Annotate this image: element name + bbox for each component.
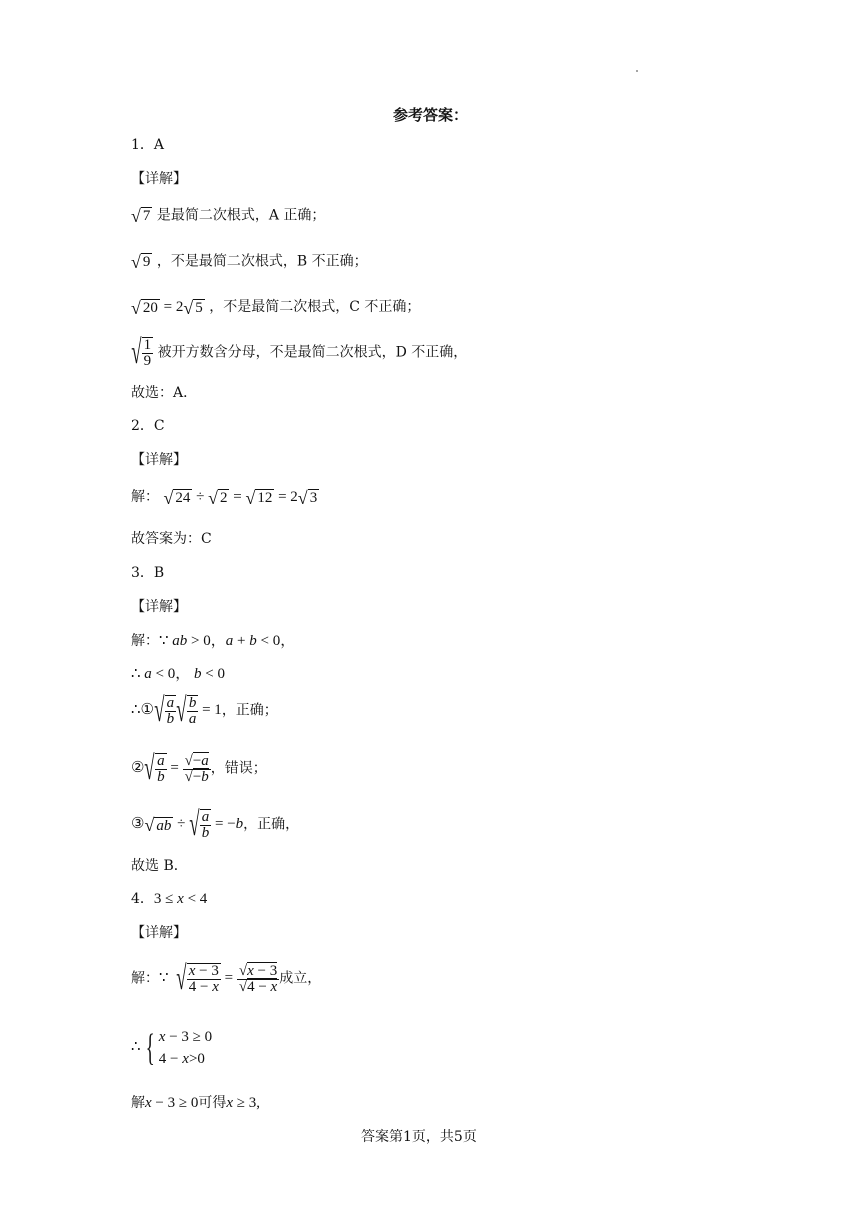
- q4-condition-text: 成立，: [279, 970, 322, 987]
- q1-line1-text: 是最简二次根式，A 正确；: [156, 207, 326, 224]
- q2-solution: [131, 488, 319, 507]
- page-footer: 答案第1页，共5页: [361, 1129, 477, 1145]
- q3-item2: [131, 752, 267, 786]
- sqrt-9: √ 9: [131, 251, 151, 272]
- q2-detail-label: 【详解】: [131, 452, 187, 468]
- sqrt20-expr: √ 20 = 2√ 5: [131, 297, 203, 318]
- sqrt-7: √ 7: [131, 205, 151, 226]
- q3-item2-text: ，错误；: [210, 760, 267, 777]
- q4-last-expr1: x − 3 ≥ 0: [145, 1095, 199, 1111]
- q4-last-b: 可得: [198, 1095, 227, 1111]
- q1-line2-text: ，不是最简二次根式，B 不正确；: [156, 253, 368, 270]
- q3-item3-text: ，正确，: [243, 816, 300, 833]
- q4-answer-num: 4．: [131, 891, 154, 907]
- q2-answer: 2．C: [131, 418, 165, 434]
- q4-last-a: 解: [131, 1095, 145, 1111]
- q2-expr: √ 24 ÷ √ 2 = √ 12 = 2√ 3: [163, 487, 318, 508]
- q1-line2: [131, 252, 368, 271]
- q3-given: [131, 632, 295, 650]
- q2-jie: 解：: [131, 489, 159, 505]
- q1-answer: 1．A: [131, 137, 165, 153]
- q3-item1: [131, 694, 278, 728]
- q4-condition-expr: ∵ √ $\frac{x - 3}{4 - x}$ = $\frac{√x - 3}{√4 - x}$: [159, 960, 278, 997]
- q4-answer-expr: 3 ≤ x < 4: [153, 891, 208, 907]
- q3-jie: 解：: [131, 633, 159, 649]
- q4-condition: [131, 962, 321, 996]
- q2-conclusion: 故答案为：C: [131, 531, 212, 547]
- q3-item3: [131, 808, 299, 842]
- page-title: 参考答案：: [393, 106, 469, 124]
- q3-therefore-expr: ∴ a < 0， b < 0: [131, 666, 225, 682]
- speck: [636, 70, 638, 72]
- q4-system-expr: ∴ { x − 3 ≥ 0 4 − x>0: [131, 1027, 213, 1069]
- q3-conclusion: 故选 B．: [131, 858, 188, 874]
- q1-line3: [131, 298, 420, 317]
- q1-detail-label: 【详解】: [131, 171, 187, 187]
- q3-therefore: [131, 665, 225, 683]
- q3-item3-expr: ③√ ab ÷ √ $\frac{a}{b}$ = −b: [131, 806, 244, 843]
- q4-system: [131, 1026, 212, 1070]
- q1-conclusion: 故选：A．: [131, 385, 198, 401]
- q1-line4-text: 被开方数含分母，不是最简二次根式，D 不正确，: [157, 344, 468, 361]
- q1-line1: [131, 206, 325, 225]
- q4-jie: 解：: [131, 970, 159, 987]
- q3-item2-expr: ②√ $\frac{a}{b}$ = $\frac{√-a}{√-b}$: [131, 750, 209, 787]
- q3-given-expr: ∵ ab > 0，a + b < 0，: [159, 633, 296, 649]
- q4-last: [131, 1094, 260, 1112]
- q4-answer: [131, 890, 207, 908]
- q4-last-expr2: x ≥ 3,: [226, 1095, 261, 1111]
- q4-detail-label: 【详解】: [131, 925, 187, 941]
- q3-item1-text: ，正确；: [221, 702, 278, 719]
- q3-detail-label: 【详解】: [131, 599, 187, 615]
- sqrt-one-ninth: √ $\frac{1}{9}$: [131, 334, 152, 371]
- q1-line3-text: ，不是最简二次根式，C 不正确；: [209, 299, 421, 315]
- q3-answer: 3．B: [131, 565, 165, 581]
- q1-line4: [131, 336, 467, 370]
- q3-item1-expr: ∴①√ $\frac{a}{b}$ √ $\frac{b}{a}$ = 1: [131, 692, 222, 729]
